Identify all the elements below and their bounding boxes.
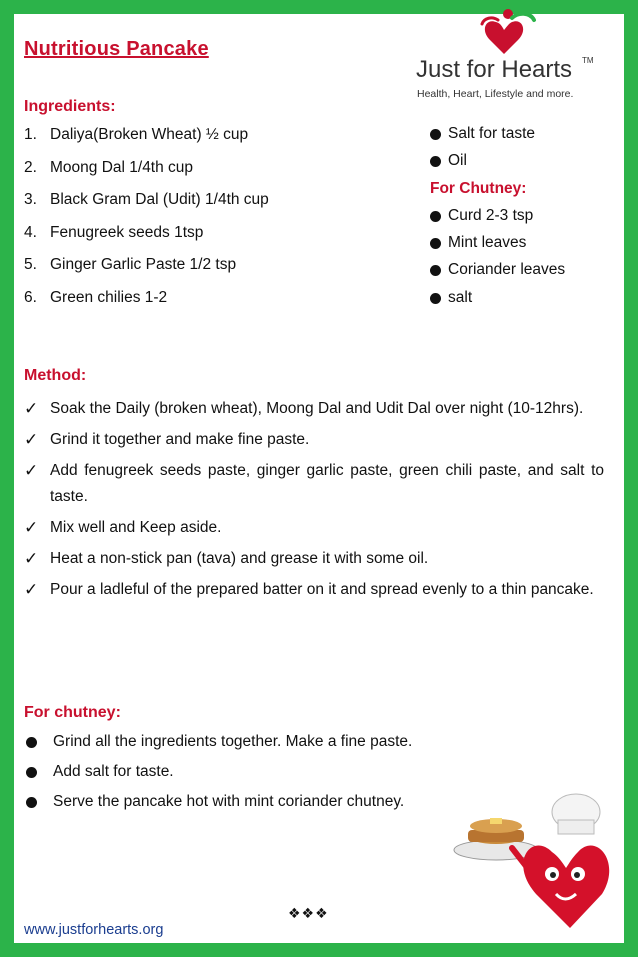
chutney-step (24, 793, 524, 823)
chutney-ingredient-item (430, 234, 565, 261)
method-step (24, 515, 604, 541)
item-text: Oil (448, 152, 467, 170)
checkmark-icon: ✓ (24, 518, 39, 538)
ornament-divider: ❖❖❖ (288, 906, 329, 922)
bullet-dot-icon (430, 293, 441, 304)
step-text: Grind all the ingredients together. Make a fine paste. (53, 733, 413, 750)
item-number: 3. (24, 191, 37, 208)
checkmark-icon: ✓ (24, 549, 39, 569)
ingredients-list (24, 126, 269, 321)
heart-chef-mascot-image (452, 782, 612, 932)
ingredient-item (24, 289, 269, 322)
ingredient-item (24, 126, 269, 159)
method-step (24, 427, 604, 453)
item-text: Salt for taste (448, 125, 536, 142)
step-text: Pour a ladleful of the prepared batter on it and spread evenly to a thin pancake. (50, 581, 594, 598)
ingredients-heading: Ingredients: (24, 98, 116, 115)
step-text: Add salt for taste. (53, 763, 174, 780)
item-text: Ginger Garlic Paste 1/2 tsp (50, 256, 237, 273)
step-text: Grind it together and make fine paste. (50, 431, 310, 448)
chutney-step (24, 763, 524, 793)
bullet-dot-icon (26, 767, 37, 778)
ingredient-item (24, 191, 269, 224)
chutney-heading: For chutney: (24, 704, 121, 721)
step-text: Add fenugreek seeds paste, ginger garlic paste, green chili paste, and salt to taste. (50, 462, 604, 505)
checkmark-icon: ✓ (24, 430, 39, 450)
checkmark-icon: ✓ (24, 399, 39, 419)
bullet-dot-icon (430, 156, 441, 167)
extra-ingredients-list (430, 125, 565, 316)
chutney-steps-list (24, 733, 524, 823)
logo-tagline: Health, Heart, Lifestyle and more. (417, 88, 574, 100)
step-text: Soak the Daily (broken wheat), Moong Dal and Udit Dal over night (10-12hrs). (50, 400, 584, 417)
item-number: 6. (24, 288, 37, 306)
checkmark-icon: ✓ (24, 580, 39, 600)
item-text: Daliya(Broken Wheat) ½ cup (50, 126, 249, 143)
ingredient-item (24, 159, 269, 192)
method-step (24, 546, 604, 572)
bullet-dot-icon (430, 265, 441, 276)
item-text: salt (448, 288, 473, 306)
step-text: Mix well and Keep aside. (50, 519, 222, 536)
bullet-dot-icon (430, 211, 441, 222)
method-steps-list (24, 396, 604, 608)
chutney-ingredient-item (430, 289, 565, 316)
chutney-step (24, 733, 524, 763)
item-number: 1. (24, 126, 37, 143)
checkmark-icon: ✓ (24, 461, 39, 481)
logo-name: Just for Hearts (416, 56, 573, 83)
chutney-ingredient-item (430, 207, 565, 234)
ingredient-item (24, 224, 269, 257)
method-step (24, 396, 604, 422)
heading-text: For Chutney: (430, 179, 527, 197)
item-text: Black Gram Dal (Udit) 1/4th cup (50, 191, 269, 208)
item-text: Mint leaves (448, 234, 527, 252)
bullet-dot-icon (26, 797, 37, 808)
item-number: 2. (24, 158, 37, 176)
extra-ingredient-item (430, 125, 565, 152)
bullet-dot-icon (430, 238, 441, 249)
bullet-dot-icon (26, 737, 37, 748)
method-heading: Method: (24, 367, 87, 384)
method-step (24, 577, 604, 603)
item-text: Moong Dal 1/4th cup (50, 158, 194, 176)
item-number: 5. (24, 256, 37, 273)
logo-trademark: TM (582, 56, 594, 65)
item-text: Green chilies 1-2 (50, 288, 168, 306)
extra-ingredient-item (430, 152, 565, 179)
heart-logo-icon (468, 8, 548, 56)
item-text: Coriander leaves (448, 261, 566, 279)
item-number: 4. (24, 223, 37, 241)
method-step (24, 458, 604, 510)
chutney-ingredient-item (430, 261, 565, 288)
website-link[interactable]: www.justforhearts.org (24, 922, 164, 938)
ingredient-item (24, 256, 269, 289)
item-text: Fenugreek seeds 1tsp (50, 223, 204, 241)
bullet-dot-icon (430, 129, 441, 140)
chutney-ingredients-heading (430, 180, 565, 207)
just-for-hearts-logo (416, 8, 596, 103)
step-text: Serve the pancake hot with mint coriander chutney. (53, 793, 405, 810)
recipe-title: Nutritious Pancake (24, 38, 209, 60)
item-text: Curd 2-3 tsp (448, 206, 534, 224)
step-text: Heat a non-stick pan (tava) and grease it with some oil. (50, 550, 429, 567)
